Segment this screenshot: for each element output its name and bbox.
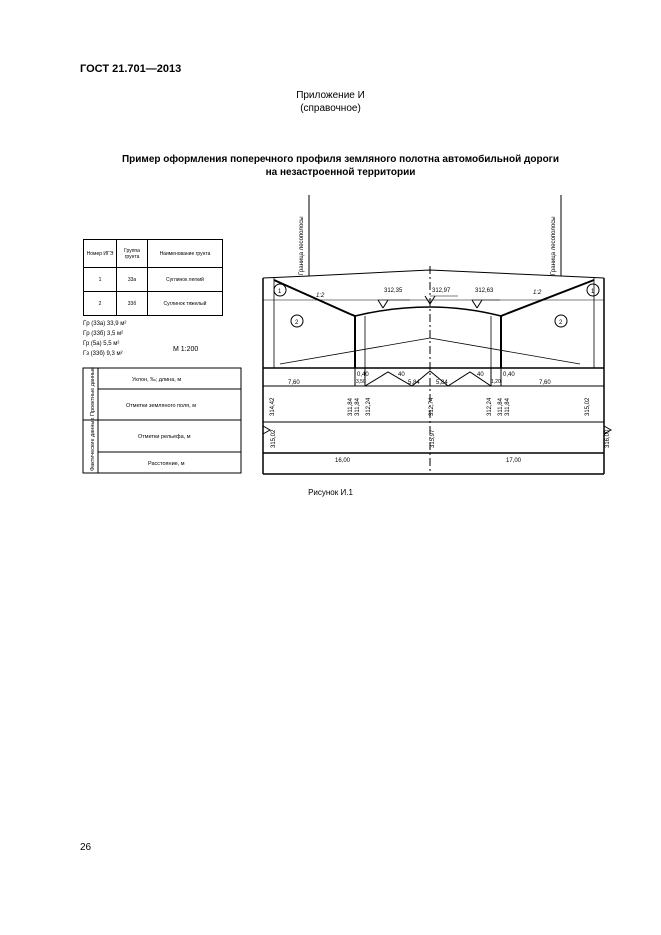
figure-caption: Рисунок И.1	[308, 488, 353, 497]
document-header: ГОСТ 21.701—2013	[80, 63, 182, 75]
top-elevation-center: 312,97	[432, 288, 451, 294]
length-3: 5,84	[436, 380, 448, 386]
slope-value-2: 40	[398, 372, 405, 378]
small-dim-left: 3,50	[356, 379, 366, 385]
design-elevation-2: 311,84	[348, 398, 354, 416]
design-elevation-9: 315,02	[585, 397, 591, 416]
title-line-2: на незастроенной территории	[265, 167, 416, 178]
slope-value-1: 0,40	[357, 372, 369, 378]
slope-left-ratio: 1:2	[316, 293, 325, 299]
design-elevation-8: 311,84	[505, 398, 511, 416]
small-dim-right: 1,20	[491, 379, 501, 385]
annotation-4: Гз (33б) 9,3 м²	[83, 351, 123, 357]
boundary-left-label: Граница лесополосы	[299, 216, 305, 275]
row-design-elevation-label: Отметки земляного поля, м	[126, 403, 196, 409]
group-2-label: Фактические данные	[90, 417, 96, 471]
row-relief-label: Отметки рельефа, м	[138, 434, 191, 440]
design-elevation-4: 312,24	[366, 397, 372, 416]
page-number: 26	[80, 842, 92, 853]
distance-left: 16,00	[335, 458, 351, 464]
annotation-3: Гр (5а) 5,5 м²	[83, 341, 120, 347]
soil-row-1-num: 1	[84, 268, 117, 292]
relief-elevation-1: 315,02	[271, 429, 277, 448]
annotation-1: Гp (33а) 33,9 м²	[83, 321, 127, 327]
group-1-label: Проектные данные	[90, 366, 96, 416]
length-2: 5,84	[408, 380, 420, 386]
zone-left: 2	[295, 320, 299, 326]
top-elevation-left: 312,35	[384, 288, 403, 294]
row-slope-label: Уклон, ‰; длина, м	[132, 377, 182, 383]
design-elevation-6: 312,24	[487, 397, 493, 416]
soil-row-1-group: 33а	[117, 268, 148, 292]
zone-right: 2	[559, 320, 563, 326]
top-elevation-right: 312,63	[475, 288, 494, 294]
soil-header-name: Наименование грунта	[148, 240, 223, 268]
design-elevation-3: 311,84	[355, 398, 361, 416]
distance-right: 17,00	[506, 458, 522, 464]
layer-right: 1	[591, 289, 595, 295]
slope-right-ratio: 1:2	[533, 290, 542, 296]
boundary-right-label: Граница лесополосы	[551, 216, 557, 275]
soil-row-2-group: 33б	[117, 292, 148, 316]
scale-label: М 1:200	[173, 346, 199, 353]
layer-left: 1	[278, 289, 282, 295]
soil-row-2-num: 2	[84, 292, 117, 316]
length-4: 7,60	[539, 380, 551, 386]
appendix-note: (справочное)	[300, 103, 361, 114]
relief-elevation-2: 315,97	[430, 429, 436, 448]
soil-header-group: Группа грунта	[117, 240, 148, 268]
title-line-1: Пример оформления поперечного профиля земляного полотна автомобильной дороги	[121, 154, 559, 165]
soil-header-num: Номер ИГЭ	[84, 240, 117, 268]
soil-row-1-name: Суглинок легкий	[148, 268, 223, 292]
annotation-2: Гp (33б) 3,5 м²	[83, 331, 124, 337]
slope-value-3: 40	[477, 372, 484, 378]
appendix-label: Приложение И	[296, 90, 365, 101]
length-1: 7,60	[288, 380, 300, 386]
relief-elevation-3: 316,00	[605, 429, 611, 448]
design-elevation-7: 311,84	[498, 398, 504, 416]
design-elevation-5: 312,74	[429, 397, 435, 416]
design-elevation-1: 314,42	[270, 397, 276, 416]
slope-value-4: 0,40	[503, 372, 515, 378]
row-distance-label: Расстояние, м	[148, 461, 185, 467]
soil-row-2-name: Суглинок тяжелый	[148, 292, 223, 316]
